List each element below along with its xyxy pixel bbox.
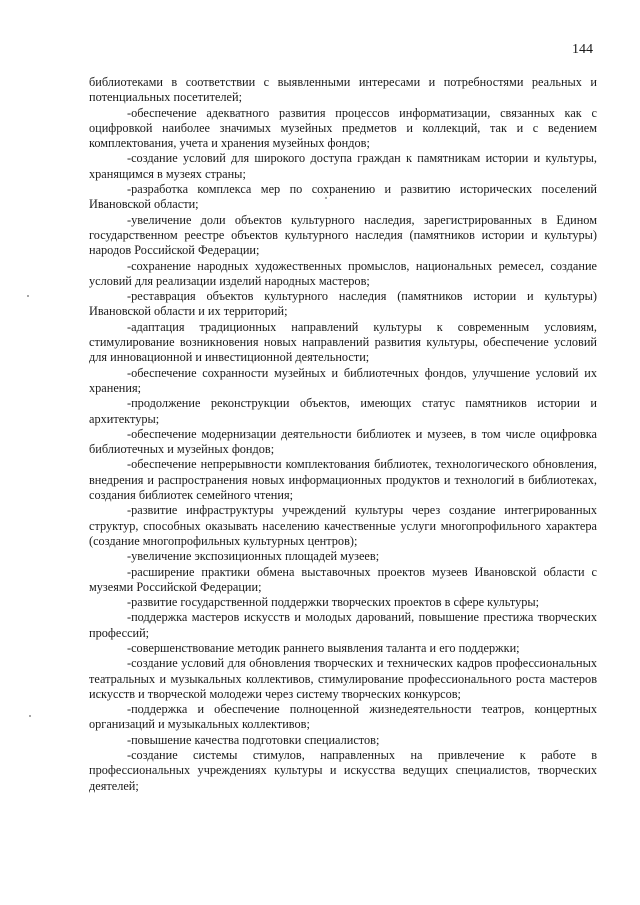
list-item: ‑поддержка и обеспечение полноценной жизнедеятельности театров, концертных организаций и музыкальных коллективов; — [89, 702, 597, 732]
list-item: ‑продолжение реконструкции объектов, имеющих статус памятников истории и архитектуры; — [89, 396, 597, 426]
list-item: ‑обеспечение сохранности музейных и библиотечных фондов, улучшение условий их хранения; — [89, 365, 597, 395]
paragraph-continuation: библиотеками в соответствии с выявленными интересами и потребностями реальных и потенциальных посетителей; — [89, 75, 597, 105]
list-item: ‑обеспечение непрерывности комплектования библиотек, технологического обновления, внедрения и распространения новых информационных продуктов и технологий в библиотеках, создания библиотек семейного чтения; — [89, 457, 597, 503]
list-item: ‑увеличение доли объектов культурного наследия, зарегистрированных в Едином государственном реестре объектов культурного наследия (памятников истории и культуры) народов Российской Федерации; — [89, 212, 597, 258]
list-item: ‑поддержка мастеров искусств и молодых дарований, повышение престижа творческих профессий; — [89, 610, 597, 640]
list-item: ‑создание условий для обновления творческих и технических кадров профессиональных театральных и музыкальных коллективов, стимулирование профессионального роста мастеров искусств и творческой молодежи через систему творческих конкурсов; — [89, 656, 597, 701]
list-item: ‑адаптация традиционных направлений культуры к современным условиям, стимулирование возникновения новых направлений развития культуры, обеспечение условий для инновационной и инвестиционной деятельности; — [89, 319, 597, 365]
list-item: ‑развитие инфраструктуры учреждений культуры через создание интегрированных структур, способных оказывать населению качественные услуги многопрофильного характера (создание многопрофильных культурных центров); — [89, 503, 597, 548]
list-item: ‑расширение практики обмена выставочных проектов музеев Ивановской области с музеями Российской Федерации; — [89, 564, 597, 594]
scan-speck — [29, 715, 31, 717]
list-item: ‑развитие государственной поддержки творческих проектов в сфере культуры; — [127, 595, 540, 610]
list-item: ‑создание системы стимулов, направленных на привлечение к работе в профессиональных учреждениях культуры и искусства ведущих специалистов, творческих деятелей; — [89, 748, 597, 793]
list-item: ‑обеспечение модернизации деятельности библиотек и музеев, в том числе оцифровка библиотечных и музейных фондов; — [89, 426, 597, 457]
list-item: ‑совершенствование методик раннего выявления таланта и его поддержки; — [127, 640, 520, 655]
list-item: ‑реставрация объектов культурного наследия (памятников истории и культуры) Ивановской области и их территорий; — [89, 289, 597, 319]
scan-speck — [27, 295, 29, 297]
body-text — [89, 75, 597, 794]
list-item: ‑обеспечение адекватного развития процессов информатизации, связанных как с оцифровкой наиболее значимых музейных предметов и коллекций, так и с ведением комплектования, учета и хранения музейных фондов; — [89, 105, 597, 151]
list-item: ‑разработка комплекса мер по сохранению и развитию исторических поселений Ивановской области; — [89, 182, 597, 212]
page-number: 144 — [572, 42, 593, 57]
list-item: ‑повышение качества подготовки специалистов; — [127, 732, 380, 747]
list-item: ‑сохранение народных художественных промыслов, национальных ремесел, создание условий для реализации изделий народных мастеров; — [89, 258, 597, 288]
list-item: ‑увеличение экспозиционных площадей музеев; — [127, 549, 380, 564]
list-item: ‑создание условий для широкого доступа граждан к памятникам истории и культуры, хранящимся в музеях страны; — [89, 151, 597, 181]
scan-speck — [325, 197, 327, 199]
